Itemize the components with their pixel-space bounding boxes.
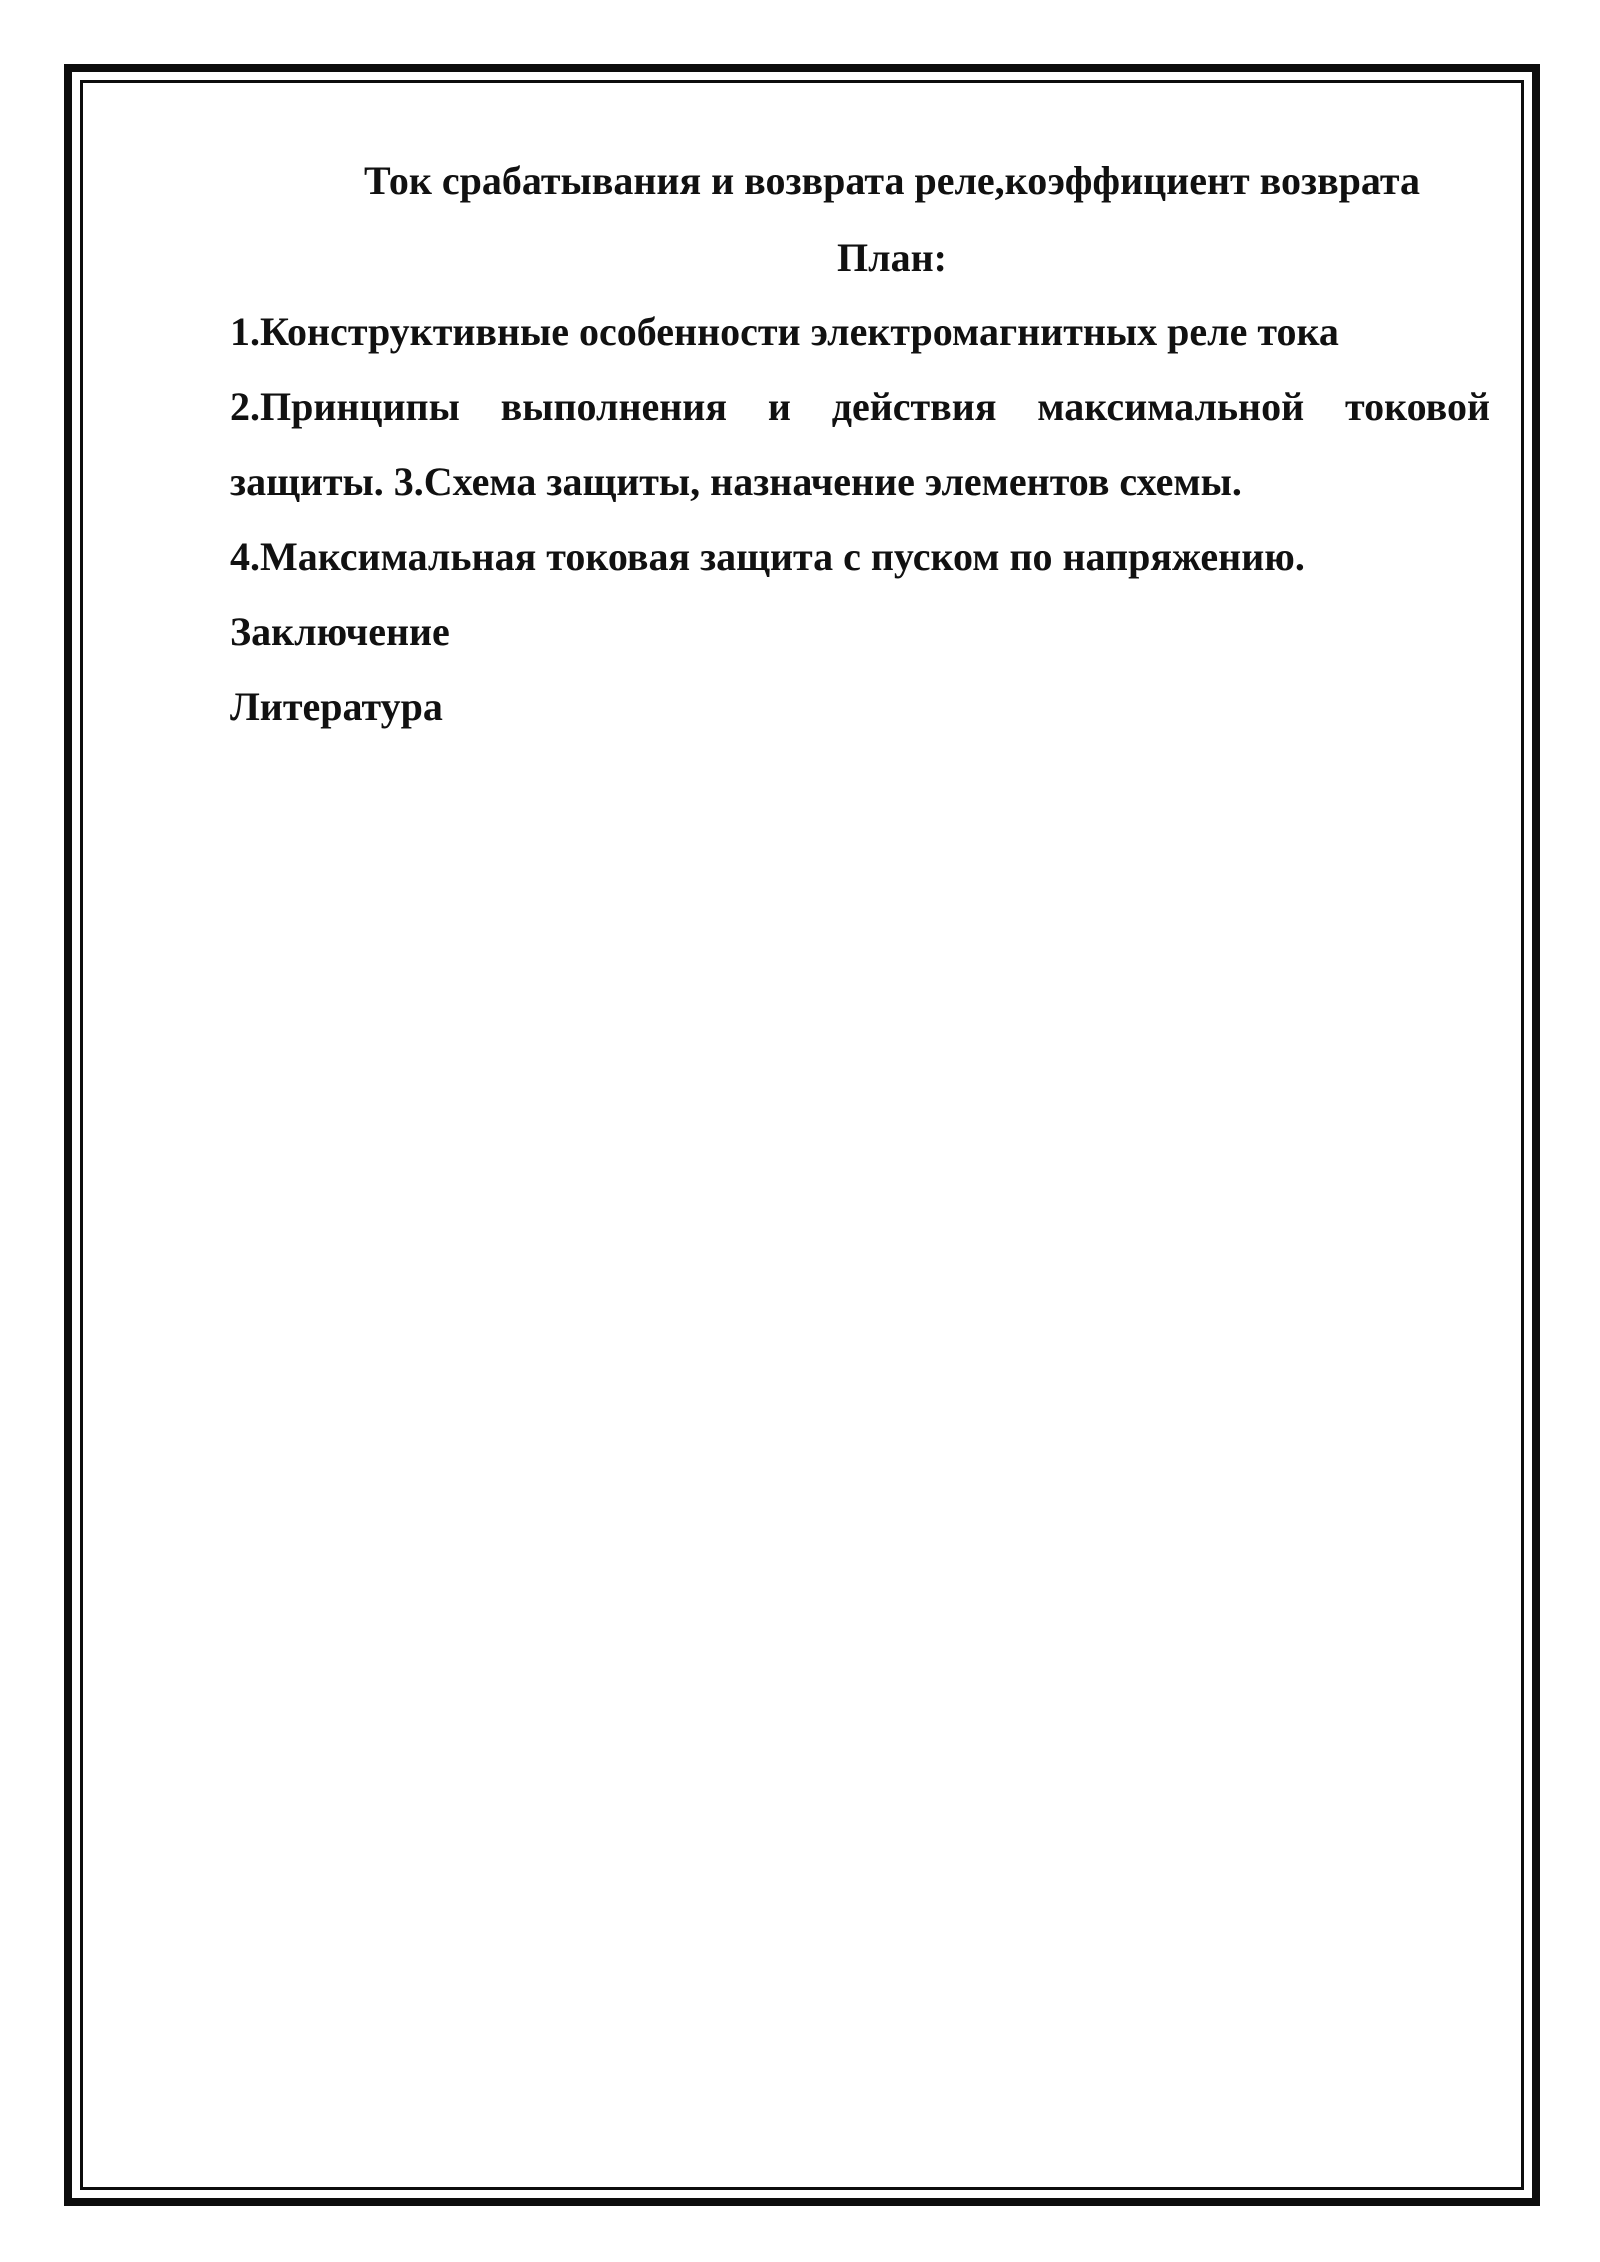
plan-item-1: 1.Конструктивные особенности электромагнитных реле тока <box>230 309 1339 354</box>
document-title: Ток срабатывания и возврата реле,коэффициент возврата <box>363 158 1421 203</box>
plan-item-literature: Литература <box>230 684 443 729</box>
plan-item-4: 4.Максимальная токовая защита с пуском по напряжению. <box>230 534 1305 579</box>
plan-item-conclusion: Заключение <box>230 609 450 654</box>
document-body <box>230 140 1490 744</box>
plan-item-2: 2.Принципы выполнения и действия максимальной токовой защиты. 3.Схема защиты, назначение элементов схемы. <box>230 384 1490 504</box>
plan-heading: План: <box>837 235 947 280</box>
